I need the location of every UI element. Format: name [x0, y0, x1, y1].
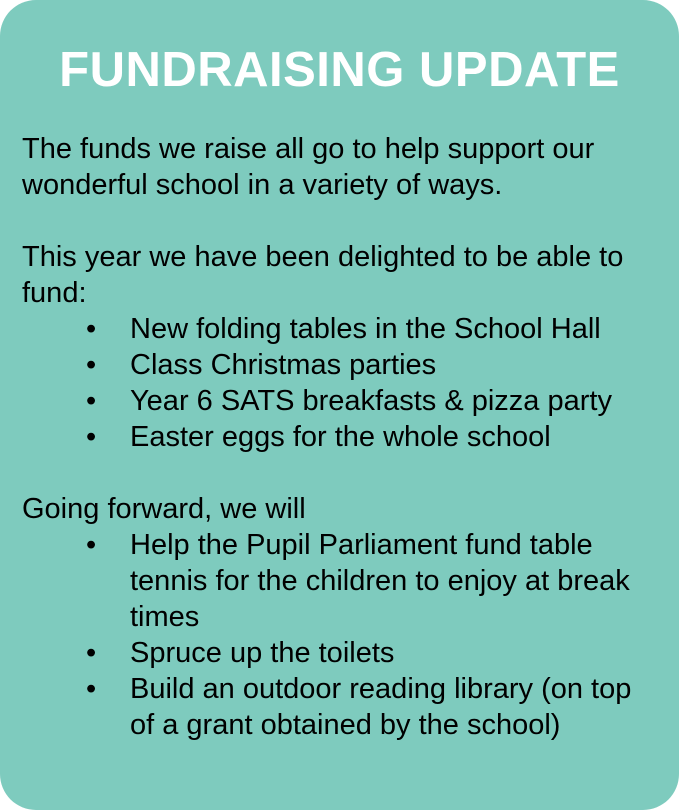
list-item-text: Easter eggs for the whole school	[130, 421, 551, 453]
spacer	[22, 455, 662, 491]
bullet-icon: •	[86, 673, 97, 705]
bullet-icon: •	[86, 313, 97, 345]
list-item	[22, 635, 662, 671]
list-item-text: Help the Pupil Parliament fund table tennis for the children to enjoy at break times	[130, 529, 630, 633]
page-title: FUNDRAISING UPDATE	[59, 43, 620, 97]
bullet-icon: •	[86, 349, 97, 381]
list-item	[22, 527, 662, 635]
list-item	[22, 671, 662, 743]
list-item-text: Year 6 SATS breakfasts & pizza party	[130, 385, 612, 417]
bullet-icon: •	[86, 637, 97, 669]
list-item-text: New folding tables in the School Hall	[130, 313, 601, 345]
list-item-text: Spruce up the toilets	[130, 637, 395, 669]
bullet-icon: •	[86, 385, 97, 417]
bullet-icon: •	[86, 421, 97, 453]
going-forward-list	[22, 527, 662, 743]
list-item	[22, 311, 662, 347]
going-forward-heading: Going forward, we will	[22, 493, 306, 525]
list-item	[22, 419, 662, 455]
list-item	[22, 383, 662, 419]
bullet-icon: •	[86, 529, 97, 561]
this-year-list	[22, 311, 662, 455]
card-body	[22, 131, 662, 743]
list-item-text: Build an outdoor reading library (on top of a grant obtained by the school)	[130, 673, 632, 741]
list-item	[22, 347, 662, 383]
spacer	[22, 203, 662, 239]
this-year-heading: This year we have been delighted to be able to fund:	[22, 241, 624, 309]
list-item-text: Class Christmas parties	[130, 349, 437, 381]
intro-text: The funds we raise all go to help support our wonderful school in a variety of ways.	[22, 133, 595, 201]
